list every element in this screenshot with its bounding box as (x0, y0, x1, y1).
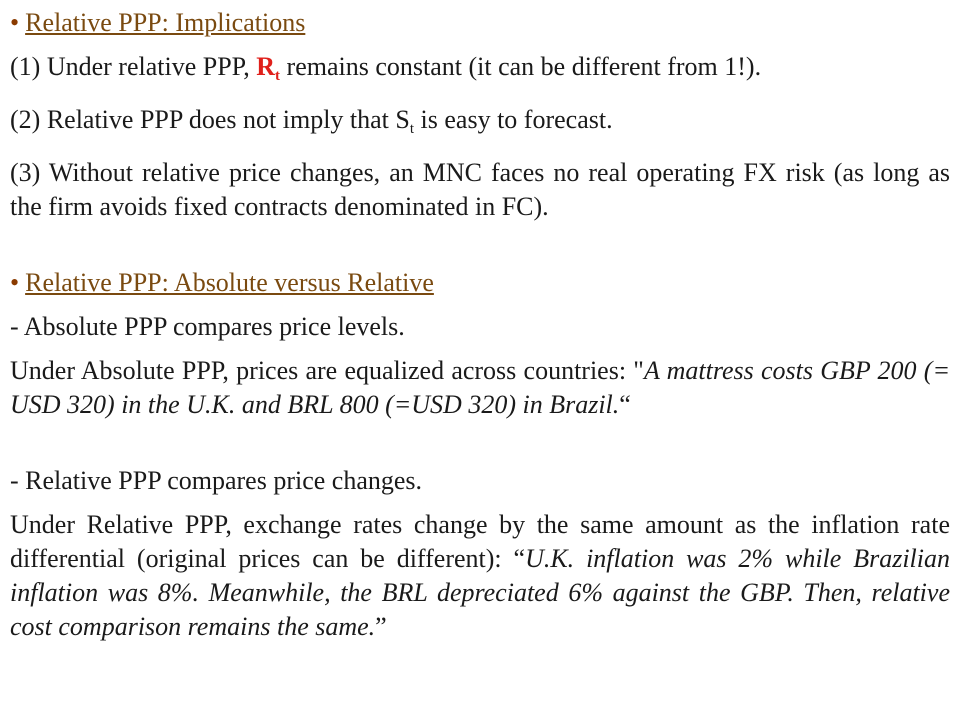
implication-item-2 (10, 103, 950, 146)
bullet-icon: • (10, 268, 20, 297)
section1-heading-link[interactable]: Relative PPP: Implications (25, 8, 306, 37)
rt-var-sub: t (275, 68, 281, 84)
para2-post: ” (375, 612, 387, 641)
item2-pre: (2) Relative PPP does not imply that S (10, 105, 410, 134)
section2-heading-link[interactable]: Relative PPP: Absolute versus Relative (25, 268, 434, 297)
bullet-icon: • (10, 8, 20, 37)
implication-item-1 (10, 50, 950, 93)
absolute-ppp-paragraph (10, 354, 950, 422)
para1-post: “ (619, 390, 631, 419)
slide-content (10, 6, 950, 644)
section2-heading-line (10, 266, 950, 300)
item1-pre: (1) Under relative PPP, (10, 52, 257, 81)
relative-ppp-line: - Relative PPP compares price changes. (10, 466, 423, 495)
rt-var-letter: R (256, 52, 276, 81)
para2-pre: Under Relative PPP, exchange rates change by the same amount as the inflation rate differential (original prices can be different): “ (10, 510, 950, 573)
rt-variable (256, 52, 281, 84)
st-var-sub: t (409, 121, 415, 137)
para1-italic: A mattress costs GBP 200 (= USD 320) in the U.K. and BRL 800 (=USD 320) in Brazil. (10, 356, 951, 419)
item2-post: is easy to forecast. (414, 105, 613, 134)
para1-pre: Under Absolute PPP, prices are equalized across countries: " (10, 356, 644, 385)
implication-item-3: (3) Without relative price changes, an MNC faces no real operating FX risk (as long as the firm avoids fixed contracts denominated in FC). (10, 158, 950, 221)
relative-ppp-paragraph (10, 508, 950, 644)
absolute-ppp-line: - Absolute PPP compares price levels. (10, 312, 405, 341)
section1-heading-line (10, 6, 950, 40)
para2-italic: U.K. inflation was 2% while Brazilian inflation was 8%. Meanwhile, the BRL depreciated 6% against the GBP. Then, relative cost comparison remains the same. (10, 544, 950, 641)
item1-post: remains constant (it can be different from 1!). (280, 52, 762, 81)
